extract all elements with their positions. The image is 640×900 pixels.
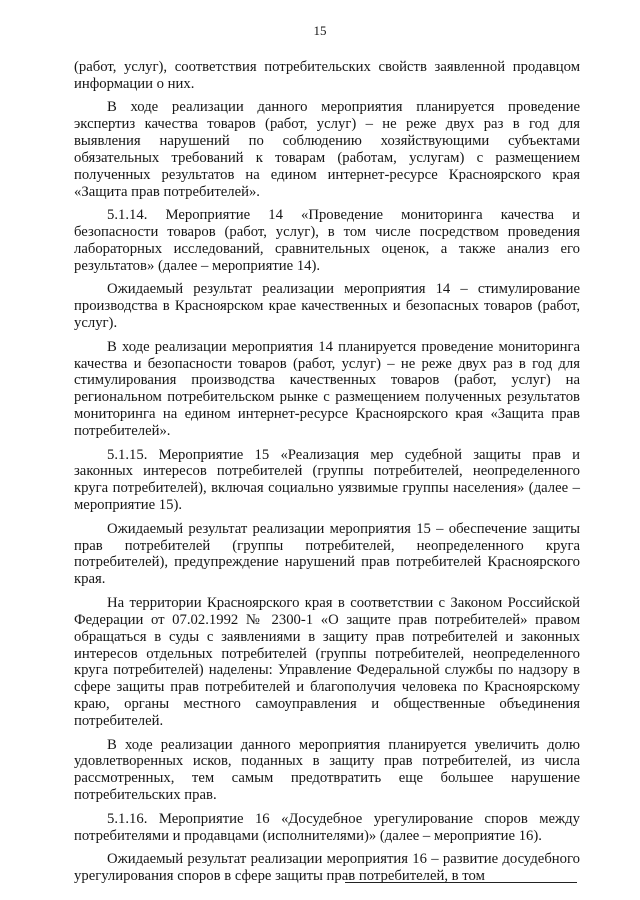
paragraph-measure-15: 5.1.15. Мероприятие 15 «Реализация мер судебной защиты прав и законных интересов потребителей (группы потребителей, неопределенного круга потребителей), включая социально уязвимые группы населения» (далее – мероприятие 15). xyxy=(74,446,580,514)
paragraph: Ожидаемый результат реализации мероприятия 15 – обеспечение защиты прав потребителей (группы потребителей, неопределенного круга потребителей), предупреждение нарушений прав потребителей Красноярского края. xyxy=(74,520,580,588)
paragraph: Ожидаемый результат реализации мероприятия 14 – стимулирование производства в Красноярском крае качественных и безопасных товаров (работ, услуг). xyxy=(74,281,580,332)
paragraph-continuation: (работ, услуг), соответствия потребительских свойств заявленной продавцом информации о них. xyxy=(74,59,580,92)
paragraph: В ходе реализации данного мероприятия планируется увеличить долю удовлетворенных исков, поданных в защиту прав потребителей, из числа рассмотренных, тем самым предотвратить еще большее нарушение потребительских прав. xyxy=(74,736,580,804)
paragraph-measure-14: 5.1.14. Мероприятие 14 «Проведение мониторинга качества и безопасности товаров (работ, услуг), в том числе посредством проведения лабораторных исследований, сравнительных оценок, а также анализ его результатов» (далее – мероприятие 14). xyxy=(74,207,580,274)
document-body xyxy=(74,59,580,891)
paragraph: На территории Красноярского края в соответствии с Законом Российской Федерации от 07.02.1992 № 2300-1 «О защите прав потребителей» правом обращаться в суды с заявлениями в защиту прав потребителей и законных интересов отдельных потребителей (группы потребителей, неопределенного круга потребителей) наделены: Управление Федеральной службы по надзору в сфере защиты прав потребителей и благополучия человека по Красноярскому краю, органы местного самоуправления и общественные объединения потребителей. xyxy=(74,594,580,730)
paragraph: Ожидаемый результат реализации мероприятия 16 – развитие досудебного урегулирования споров в сфере защиты прав потребителей, в том xyxy=(74,850,580,884)
page-number: 15 xyxy=(313,23,327,38)
paragraph: В ходе реализации мероприятия 14 планируется проведение мониторинга качества и безопасности товаров (работ, услуг) – не реже двух раз в год для стимулирования производства качественных товаров (работ, услуг) на региональном потребительском рынке с размещением полученных результатов мониторинга на едином интернет-ресурсе Красноярского края «Защита прав потребителей». xyxy=(74,338,580,440)
paragraph: В ходе реализации данного мероприятия планируется проведение экспертиз качества товаров (работ, услуг) – не реже двух раз в год для выявления нарушений по соблюдению хозяйствующими субъектами обязательных требований к товарам (работам, услугам) с размещением полученных результатов на едином интернет-ресурсе Красноярского края «Защита прав потребителей». xyxy=(74,99,580,200)
footer-divider xyxy=(345,882,577,883)
paragraph-measure-16: 5.1.16. Мероприятие 16 «Досудебное урегулирование споров между потребителями и продавцами (исполнителями)» (далее – мероприятие 16). xyxy=(74,810,580,844)
